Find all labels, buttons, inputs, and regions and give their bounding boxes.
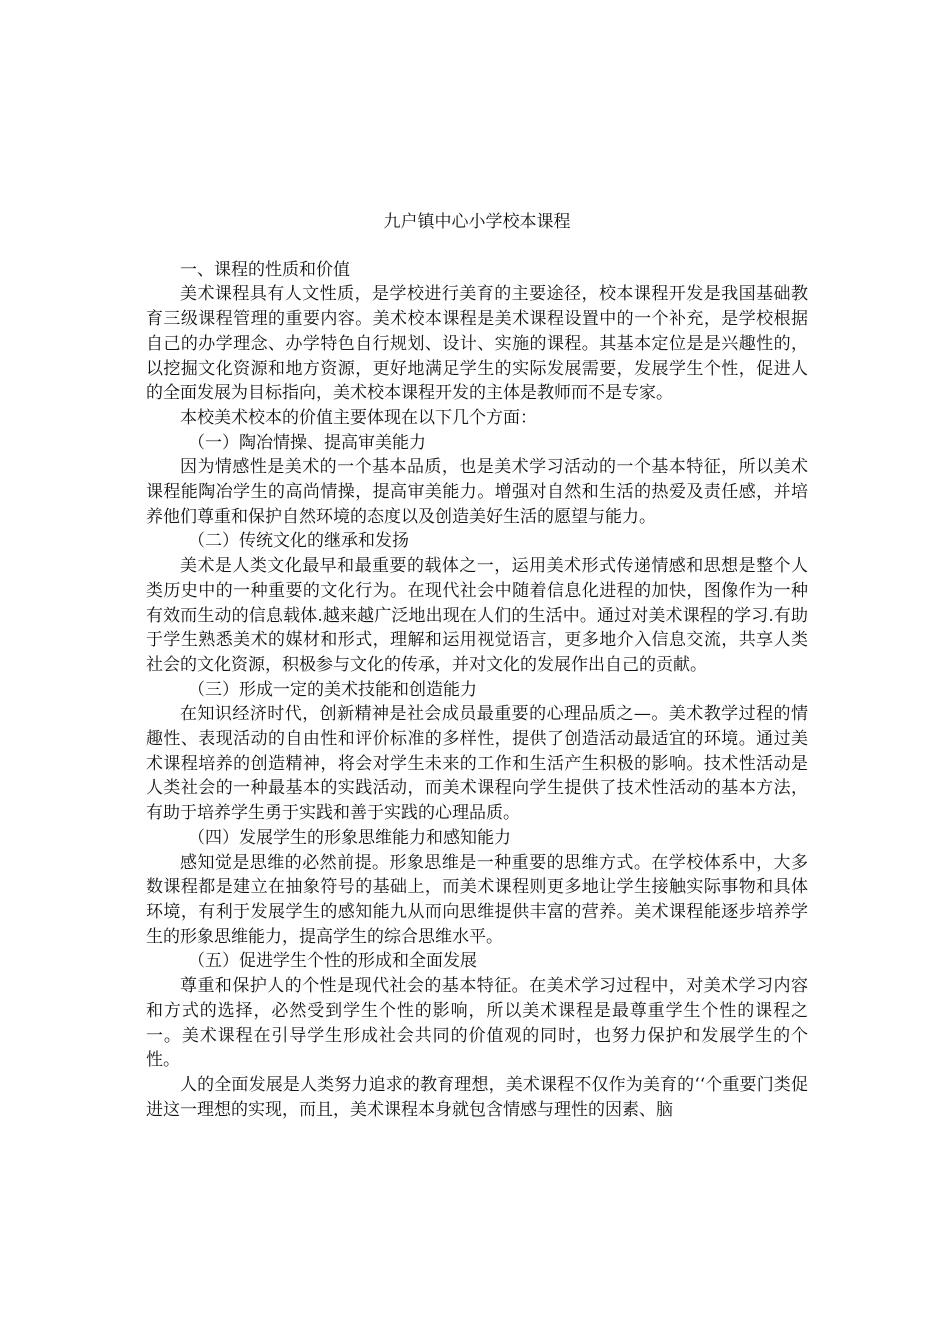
subheading-personality: （五）促进学生个性的形成和全面发展 [188,951,477,972]
paragraph-skills: 在知识经济时代，创新精神是社会成员最重要的心理品质之—。美术教学过程的情趣性、表现活动的自由性和评价标准的多样性，提供了创造活动最适宜的环境。通过美术课程培养的创造精神，将会对学生未来的工作和生活产生积极的影响。技术性活动是人类社会的一种最基本的实践活动，而美术课程向学生提供了技术性活动的基本方法，有助于培养学生勇于实践和善于实践的心理品质。 [146,704,808,824]
paragraph-value-intro: 本校美术校本的价值主要体现在以下几个方面： [180,407,537,428]
paragraph-personality: 尊重和保护人的个性是现代社会的基本特征。在美术学习过程中，对美术学习内容和方式的选择，必然受到学生个性的影响，所以美术课程是最尊重学生个性的课程之一。美术课程在引导学生形成社会共同的价值观的同时，也努力保护和发展学生的个性。 [146,976,808,1071]
document-title: 九户镇中心小学校本课程 [383,212,571,232]
paragraph-aesthetic: 因为情感性是美术的一个基本品质，也是美术学习活动的一个基本特征，所以美术课程能陶冶学生的高尚情操，提高审美能力。增强对自然和生活的热爱及责任感，并培养他们尊重和保护自然环境的态度以及创造美好生活的愿望与能力。 [146,457,808,527]
paragraph-all-round-development: 人的全面发展是人类努力追求的教育理想，美术课程不仅作为美育的‘‘个重要门类促进这一理想的实现，而且，美术课程本身就包含情感与理性的因素、脑 [146,1074,808,1120]
subheading-culture: （二）传统文化的继承和发扬 [188,531,409,552]
paragraph-thinking: 感知觉是思维的必然前提。形象思维是一种重要的思维方式。在学校体系中，大多数课程都是建立在抽象符号的基础上，而美术课程则更多地让学生接触实际事物和具体环境，有利于发展学生的感知能九从而向思维提供丰富的营养。美术课程能逐步培养学生的形象思维能力，提高学生的综合思维水平。 [146,852,808,947]
subheading-thinking: （四）发展学生的形象思维能力和感知能力 [188,827,511,848]
paragraph-culture: 美术是人类文化最早和最重要的载体之一，运用美术形式传递情感和思想是整个人类历史中的一种重要的文化行为。在现代社会中随着信息化进程的加快，图像作为一种有效而生动的信息载体.越来越广泛地出现在人们的生活中。通过对美术课程的学习.有助于学生熟悉美术的媒材和形式，理解和运用视觉语言，更多地介入信息交流，共享人类社会的文化资源，积极参与文化的传承，并对文化的发展作出自己的贡献。 [146,556,808,675]
paragraph-course-nature: 美术课程具有人文性质，是学校进行美育的主要途径，校本课程开发是我国基础教育三级课程管理的重要内容。美术校本课程是美术课程设置中的一个补充，是学校根据自己的办学理念、办学特色自行规划、设计、实施的课程。其基本定位是是兴趣性的，以挖掘文化资源和地方资源，更好地满足学生的实际发展需要，发展学生个性，促进人的全面发展为目标指向，美术校本课程开发的主体是教师而不是专家。 [146,284,808,404]
subheading-skills: （三）形成一定的美术技能和创造能力 [188,679,477,700]
document-page [146,210,808,1122]
section-heading-nature-value: 一、课程的性质和价值 [180,259,350,280]
subheading-aesthetic: （一）陶冶情操、提高审美能力 [188,432,426,453]
